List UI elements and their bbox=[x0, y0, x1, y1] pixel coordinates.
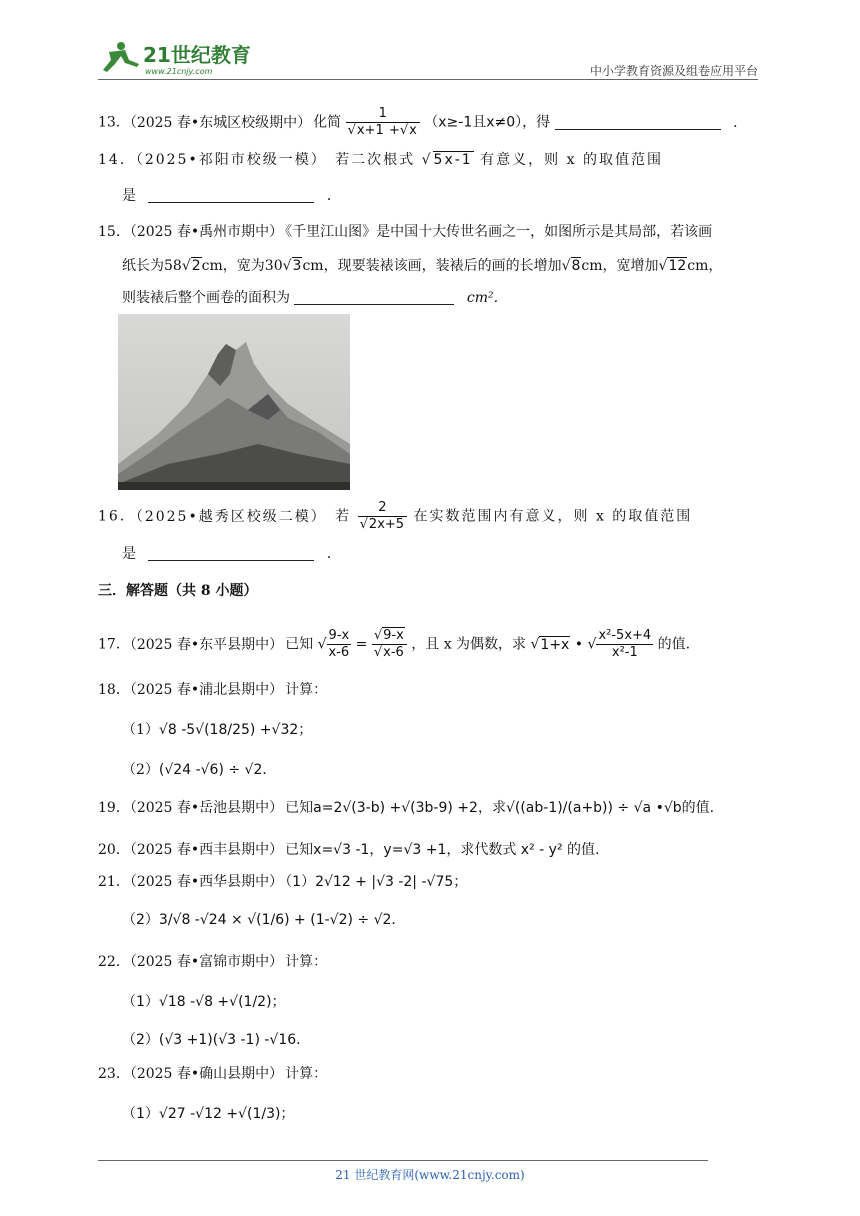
header-platform-text: 中小学教育资源及组卷应用平台 bbox=[589, 64, 758, 78]
question-14: 14．（2025•祁阳市校级一模） 若二次根式 √5x-1 有意义，则 x 的取值范围 bbox=[98, 152, 663, 168]
q15-answer-blank[interactable] bbox=[294, 290, 454, 305]
problem-22-part1: （1）√18 -√8 +√(1/2)； bbox=[122, 994, 286, 1010]
svg-text:21世纪教育: 21世纪教育 bbox=[143, 43, 251, 67]
site-logo bbox=[95, 38, 255, 78]
problem-21: 21．（2025 春•西华县期中） （1）2√12 + |√3 -2| -√75； bbox=[98, 874, 468, 890]
problem-19: 19．（2025 春•岳池县期中） 已知a=2√(3-b) +√(3b-9) +2，求√((ab-1)/(a+b)) ÷ √a •√b的值. bbox=[98, 800, 715, 816]
question-13: 13．（2025 春•东城区校级期中） 化简 $\frac{1}{√x+1 +√x}$ （x≥-1且x≠0），得 ． bbox=[98, 106, 748, 138]
q13-fraction: $\frac{1}{√x+1 +√x}$ bbox=[346, 106, 420, 139]
problem-18-part1: （1）√8 -5√(18/25) +√32； bbox=[122, 722, 313, 738]
footer-link[interactable]: 21 世纪教育网(www.21cnjy.com) bbox=[335, 1168, 525, 1182]
q14-answer-blank[interactable] bbox=[148, 188, 314, 203]
svg-text:www.21cnjy.com: www.21cnjy.com bbox=[145, 67, 213, 76]
question-15-line3: 则装裱后整个画卷的面积为 cm². bbox=[122, 290, 499, 306]
problem-21-part2: （2）3/√8 -√24 × √(1/6) + (1-√2) ÷ √2． bbox=[122, 912, 406, 928]
problem-22: 22．（2025 春•富锦市期中） 计算： bbox=[98, 954, 328, 970]
question-15: 15．（2025 春•禹州市期中） 《千里江山图》是中国十大传世名画之一，如图所示是其局部，若该画 bbox=[98, 224, 713, 240]
problem-22-part2: （2）(√3 +1)(√3 -1) -√16． bbox=[122, 1032, 311, 1048]
header-divider bbox=[98, 79, 758, 80]
q16-fraction: $\frac{2}{√2x+5}$ bbox=[358, 500, 407, 533]
problem-20: 20．（2025 春•西丰县期中） 已知x=√3 -1，y=√3 +1，求代数式 x² - y² 的值. bbox=[98, 842, 600, 858]
problem-23-part1: （1）√27 -√12 +√(1/3)； bbox=[122, 1106, 295, 1122]
footer-divider bbox=[98, 1160, 708, 1161]
landscape-painting-image bbox=[118, 314, 350, 490]
question-15-line2: 纸长为58√2cm，宽为30√3cm，现要装裱该画，装裱后的画的长增加√8cm，宽增加√12cm， bbox=[122, 258, 723, 274]
question-14-line2: 是 ． bbox=[122, 188, 341, 204]
problem-18-part2: （2）(√24 -√6) ÷ √2． bbox=[122, 762, 277, 778]
question-16: 16．（2025•越秀区校级二模） 若 $\frac{2}{√2x+5}$ 在实数范围内有意义，则 x 的取值范围 bbox=[98, 500, 693, 532]
q13-answer-blank[interactable] bbox=[555, 115, 721, 130]
question-16-line2: 是 ． bbox=[122, 546, 341, 562]
problem-17: 17．（2025 春•东平县期中） 已知 √ $\frac{9-x}{x-6}$ = $\frac{√9-x}{√x-6}$ ，且 x 为偶数，求 √1+x • √ $\frac{\text{x²-5x+4}}{\text{x²-1}}$ 的值. bbox=[98, 628, 691, 660]
problem-18: 18．（2025 春•浦北县期中） 计算： bbox=[98, 682, 328, 698]
section-heading: 三．解答题（共 8 小题） bbox=[98, 583, 258, 599]
q16-answer-blank[interactable] bbox=[148, 546, 314, 561]
problem-23: 23．（2025 春•确山县期中） 计算： bbox=[98, 1066, 328, 1082]
